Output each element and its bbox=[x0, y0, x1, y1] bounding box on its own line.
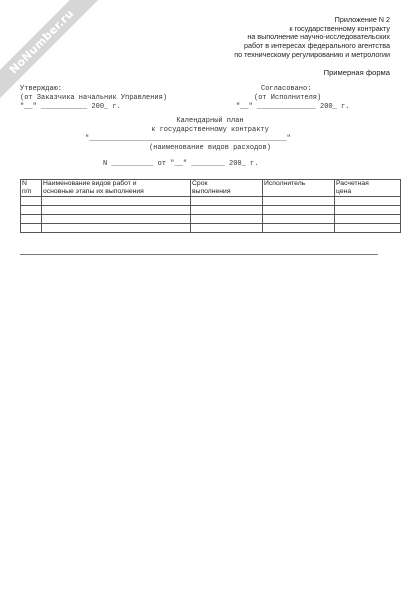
table-cell bbox=[42, 206, 191, 215]
table-cell bbox=[42, 215, 191, 224]
table-cell bbox=[191, 197, 263, 206]
table-row bbox=[21, 224, 401, 233]
appendix-line: к государственному контракту bbox=[289, 23, 390, 33]
table-cell bbox=[191, 224, 263, 233]
sample-form-label: Примерная форма bbox=[323, 68, 390, 77]
table-cell bbox=[21, 224, 42, 233]
appendix-line: работ в интересах федерального агентства bbox=[244, 41, 390, 51]
agreed-title: Согласовано: bbox=[261, 85, 312, 93]
table-cell bbox=[335, 197, 401, 206]
plan-number-line: N __________ от "__" ________ 200_ г. bbox=[103, 160, 259, 168]
table-row bbox=[21, 206, 401, 215]
table-header-row bbox=[21, 180, 401, 197]
table-cell bbox=[21, 197, 42, 206]
agreed-date: "__" ______________ 200_ г. bbox=[236, 103, 350, 111]
col-header-number: N п/п bbox=[21, 180, 42, 197]
approved-title: Утверждаю: bbox=[20, 85, 63, 93]
bottom-rule bbox=[20, 254, 378, 255]
table-cell bbox=[263, 224, 335, 233]
table-cell bbox=[42, 197, 191, 206]
table-cell bbox=[191, 215, 263, 224]
approved-party: (от Заказчика начальник Управления) bbox=[20, 94, 168, 102]
appendix-line: Приложение N 2 bbox=[334, 15, 390, 24]
agreed-party: (от Исполнителя) bbox=[254, 94, 322, 102]
table-cell bbox=[42, 224, 191, 233]
table-cell bbox=[335, 224, 401, 233]
approved-date: "__" ___________ 200_ г. bbox=[20, 103, 121, 111]
appendix-line: на выполнение научно-исследовательских bbox=[247, 32, 390, 42]
expense-type-hint: (наименование видов расходов) bbox=[149, 144, 271, 152]
col-header-executor: Исполнитель bbox=[263, 180, 335, 197]
table-cell bbox=[21, 215, 42, 224]
plan-subtitle: к государственному контракту bbox=[151, 126, 269, 134]
col-header-estimated-price: Расчетная цена bbox=[335, 180, 401, 197]
table-cell bbox=[263, 197, 335, 206]
table-row bbox=[21, 215, 401, 224]
table-cell bbox=[191, 206, 263, 215]
col-header-deadline: Срок выполнения bbox=[191, 180, 263, 197]
watermark-banner: NoNumber.ru bbox=[0, 0, 106, 106]
appendix-line: по техническому регулированию и метрологии bbox=[234, 49, 390, 59]
expense-type-blank: "_______________________________________________" bbox=[85, 135, 291, 143]
table-cell bbox=[335, 215, 401, 224]
table-cell bbox=[335, 206, 401, 215]
plan-title: Календарный план bbox=[176, 117, 244, 125]
col-header-work-name: Наименование видов работ и основные этапы их выполнения bbox=[42, 180, 191, 197]
table-cell bbox=[263, 206, 335, 215]
table-cell bbox=[21, 206, 42, 215]
table-cell bbox=[263, 215, 335, 224]
table-row bbox=[21, 197, 401, 206]
appendix-note bbox=[170, 16, 390, 60]
calendar-plan-table bbox=[20, 179, 401, 233]
